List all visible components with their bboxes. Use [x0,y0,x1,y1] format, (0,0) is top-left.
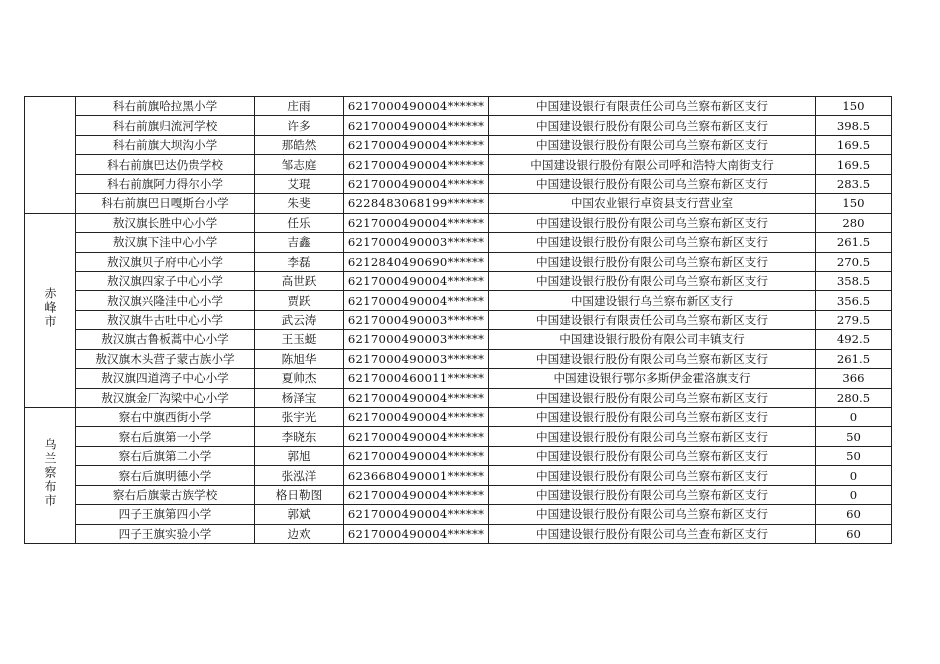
school-cell: 敖汉旗长胜中心小学 [76,213,255,232]
table-row [25,97,892,116]
bank-cell: 中国建设银行股份有限公司乌兰察布新区支行 [489,233,816,252]
name-cell: 贾跃 [255,291,344,310]
school-cell: 敖汉旗金厂沟梁中心小学 [76,388,255,407]
table-row [25,155,892,174]
amount-cell: 280.5 [816,388,892,407]
name-cell: 陈旭华 [255,349,344,368]
amount-cell: 150 [816,194,892,213]
card-number-cell: 6217000490004****** [344,427,489,446]
name-cell: 高世跃 [255,271,344,290]
table-row [25,485,892,504]
table-row [25,310,892,329]
school-cell: 察右后旗明德小学 [76,466,255,485]
amount-cell: 0 [816,466,892,485]
card-number-cell: 6217000490004****** [344,135,489,154]
bank-cell: 中国建设银行鄂尔多斯伊金霍洛旗支行 [489,369,816,388]
bank-cell: 中国建设银行股份有限公司乌兰察布新区支行 [489,349,816,368]
bank-cell: 中国建设银行有限责任公司乌兰察布新区支行 [489,97,816,116]
bank-cell: 中国建设银行股份有限公司乌兰察布新区支行 [489,213,816,232]
card-number-cell: 6217000490004****** [344,213,489,232]
name-cell: 杨泽宝 [255,388,344,407]
bank-cell: 中国建设银行股份有限公司乌兰察布新区支行 [489,388,816,407]
school-cell: 敖汉旗古鲁板蒿中心小学 [76,330,255,349]
bank-cell: 中国建设银行股份有限公司乌兰察布新区支行 [489,271,816,290]
bank-cell: 中国建设银行股份有限公司乌兰察布新区支行 [489,505,816,524]
bank-cell: 中国建设银行股份有限公司乌兰察布新区支行 [489,408,816,427]
table-row [25,174,892,193]
card-number-cell: 6217000490003****** [344,310,489,329]
bank-cell: 中国建设银行股份有限公司乌兰查布新区支行 [489,524,816,543]
bank-cell: 中国农业银行卓资县支行营业室 [489,194,816,213]
card-number-cell: 6217000490003****** [344,233,489,252]
amount-cell: 366 [816,369,892,388]
name-cell: 那皓然 [255,135,344,154]
region-cell [25,97,76,214]
card-number-cell: 6212840490690****** [344,252,489,271]
card-number-cell: 6236680490001****** [344,466,489,485]
region-cell [25,408,76,544]
card-number-cell: 6217000490004****** [344,446,489,465]
card-number-cell: 6228483068199****** [344,194,489,213]
table-row [25,505,892,524]
amount-cell: 356.5 [816,291,892,310]
amount-cell: 283.5 [816,174,892,193]
table-row [25,446,892,465]
school-cell: 察右中旗西街小学 [76,408,255,427]
table-body [25,97,892,544]
name-cell: 庄雨 [255,97,344,116]
school-cell: 科右前旗大坝沟小学 [76,135,255,154]
amount-cell: 358.5 [816,271,892,290]
card-number-cell: 6217000490004****** [344,291,489,310]
school-cell: 科右前旗哈拉黑小学 [76,97,255,116]
table-row [25,524,892,543]
school-cell: 科右前旗归流河学校 [76,116,255,135]
name-cell: 许多 [255,116,344,135]
bank-cell: 中国建设银行股份有限公司乌兰察布新区支行 [489,446,816,465]
table-row [25,349,892,368]
bank-cell: 中国建设银行有限责任公司乌兰察布新区支行 [489,310,816,329]
card-number-cell: 6217000490004****** [344,408,489,427]
table-row [25,369,892,388]
amount-cell: 0 [816,408,892,427]
name-cell: 吉鑫 [255,233,344,252]
school-cell: 敖汉旗四家子中心小学 [76,271,255,290]
amount-cell: 270.5 [816,252,892,271]
school-cell: 四子王旗第四小学 [76,505,255,524]
card-number-cell: 6217000460011****** [344,369,489,388]
name-cell: 格日勒图 [255,485,344,504]
card-number-cell: 6217000490004****** [344,271,489,290]
name-cell: 李晓东 [255,427,344,446]
school-cell: 察右后旗蒙古族学校 [76,485,255,504]
school-cell: 科右前旗阿力得尔小学 [76,174,255,193]
table-row [25,271,892,290]
card-number-cell: 6217000490003****** [344,349,489,368]
name-cell: 边欢 [255,524,344,543]
amount-cell: 60 [816,505,892,524]
name-cell: 任乐 [255,213,344,232]
name-cell: 武云涛 [255,310,344,329]
name-cell: 夏帅杰 [255,369,344,388]
school-cell: 四子王旗实验小学 [76,524,255,543]
region-label: 乌兰察布市 [43,438,57,509]
region-cell [25,213,76,407]
school-cell: 敖汉旗四道湾子中心小学 [76,369,255,388]
amount-cell: 0 [816,485,892,504]
school-cell: 科右前旗巴日嘎斯台小学 [76,194,255,213]
school-cell: 敖汉旗兴隆洼中心小学 [76,291,255,310]
amount-cell: 398.5 [816,116,892,135]
table-row [25,233,892,252]
amount-cell: 169.5 [816,155,892,174]
table-row [25,194,892,213]
bank-cell: 中国建设银行股份有限公司丰镇支行 [489,330,816,349]
table-row [25,135,892,154]
school-cell: 察右后旗第一小学 [76,427,255,446]
name-cell: 朱斐 [255,194,344,213]
card-number-cell: 6217000490004****** [344,388,489,407]
table-row [25,408,892,427]
card-number-cell: 6217000490004****** [344,524,489,543]
amount-cell: 279.5 [816,310,892,329]
bank-cell: 中国建设银行乌兰察布新区支行 [489,291,816,310]
teacher-payment-table [24,96,892,544]
school-cell: 敖汉旗牛古吐中心小学 [76,310,255,329]
name-cell: 艾琨 [255,174,344,193]
table-row [25,427,892,446]
amount-cell: 169.5 [816,135,892,154]
card-number-cell: 6217000490003****** [344,330,489,349]
bank-cell: 中国建设银行股份有限公司乌兰察布新区支行 [489,174,816,193]
card-number-cell: 6217000490004****** [344,174,489,193]
name-cell: 王玉蜓 [255,330,344,349]
table-row [25,330,892,349]
name-cell: 张宇光 [255,408,344,427]
name-cell: 邹志庭 [255,155,344,174]
name-cell: 郭斌 [255,505,344,524]
school-cell: 敖汉旗贝子府中心小学 [76,252,255,271]
table-row [25,116,892,135]
school-cell: 察右后旗第二小学 [76,446,255,465]
amount-cell: 492.5 [816,330,892,349]
table-row [25,388,892,407]
table-row [25,252,892,271]
amount-cell: 261.5 [816,233,892,252]
bank-cell: 中国建设银行股份有限公司乌兰察布新区支行 [489,116,816,135]
amount-cell: 261.5 [816,349,892,368]
school-cell: 科右前旗巴达仍贵学校 [76,155,255,174]
school-cell: 敖汉旗下洼中心小学 [76,233,255,252]
name-cell: 李磊 [255,252,344,271]
bank-cell: 中国建设银行股份有限公司乌兰察布新区支行 [489,135,816,154]
name-cell: 张泓洋 [255,466,344,485]
bank-cell: 中国建设银行股份有限公司乌兰察布新区支行 [489,252,816,271]
amount-cell: 50 [816,446,892,465]
table-row [25,466,892,485]
bank-cell: 中国建设银行股份有限公司乌兰察布新区支行 [489,485,816,504]
school-cell: 敖汉旗木头营子蒙古族小学 [76,349,255,368]
card-number-cell: 6217000490004****** [344,155,489,174]
amount-cell: 150 [816,97,892,116]
table-row [25,291,892,310]
region-label: 赤峰市 [43,286,57,329]
card-number-cell: 6217000490004****** [344,97,489,116]
amount-cell: 50 [816,427,892,446]
name-cell: 郭旭 [255,446,344,465]
amount-cell: 60 [816,524,892,543]
card-number-cell: 6217000490004****** [344,505,489,524]
bank-cell: 中国建设银行股份有限公司乌兰察布新区支行 [489,427,816,446]
card-number-cell: 6217000490004****** [344,116,489,135]
card-number-cell: 6217000490004****** [344,485,489,504]
table-row [25,213,892,232]
bank-cell: 中国建设银行股份有限公司乌兰察布新区支行 [489,466,816,485]
bank-cell: 中国建设银行股份有限公司呼和浩特大南街支行 [489,155,816,174]
amount-cell: 280 [816,213,892,232]
